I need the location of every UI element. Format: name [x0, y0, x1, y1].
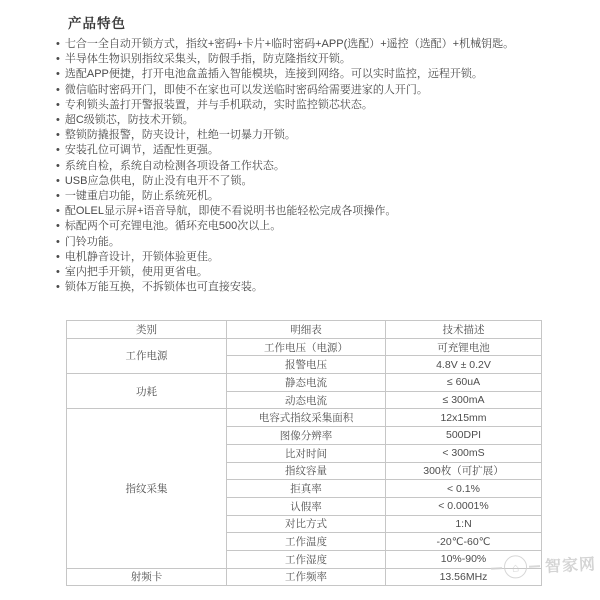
value-cell: 4.8V ± 0.2V	[386, 356, 542, 374]
detail-cell: 工作湿度	[227, 550, 386, 568]
feature-item: • 专利锁头盖打开警报装置，并与手机联动，实时监控锁芯状态。	[56, 98, 596, 113]
header-detail: 明细表	[227, 321, 386, 339]
detail-cell: 工作频率	[227, 568, 386, 586]
detail-cell: 比对时间	[227, 444, 386, 462]
detail-cell: 动态电流	[227, 391, 386, 409]
value-cell: 12x15mm	[386, 409, 542, 427]
table-row	[67, 568, 542, 586]
feature-item: • 标配两个可充锂电池。循环充电500次以上。	[56, 219, 596, 234]
value-cell: 500DPI	[386, 427, 542, 445]
feature-item: • 室内把手开锁，使用更省电。	[56, 265, 596, 280]
feature-item: • 半导体生物识别指纹采集头，防假手指，防克隆指纹开锁。	[56, 52, 596, 67]
feature-item: • 整锁防撬报警，防夹设计，杜绝一切暴力开锁。	[56, 128, 596, 143]
detail-cell: 对比方式	[227, 515, 386, 533]
detail-cell: 拒真率	[227, 480, 386, 498]
header-category: 类别	[67, 321, 227, 339]
detail-cell: 静态电流	[227, 374, 386, 392]
feature-item: • 微信临时密码开门，即使不在家也可以发送临时密码给需要进家的人开门。	[56, 83, 596, 98]
value-cell: -20℃-60℃	[386, 533, 542, 551]
feature-item: • 七合一全自动开锁方式，指纹+密码+卡片+临时密码+APP(选配）+遥控（选配）+机械钥匙。	[56, 37, 596, 52]
table-row	[67, 374, 542, 392]
feature-item: • 门铃功能。	[56, 235, 596, 250]
detail-cell: 工作电压（电源）	[227, 338, 386, 356]
value-cell: < 0.1%	[386, 480, 542, 498]
category-cell: 指纹采集	[67, 409, 227, 568]
detail-cell: 认假率	[227, 497, 386, 515]
detail-cell: 报警电压	[227, 356, 386, 374]
value-cell: 可充锂电池	[386, 338, 542, 356]
feature-item: • 系统自检，系统自动检测各项设备工作状态。	[56, 159, 596, 174]
value-cell: ≤ 300mA	[386, 391, 542, 409]
feature-item: • 安装孔位可调节，适配性更强。	[56, 143, 596, 158]
detail-cell: 指纹容量	[227, 462, 386, 480]
table-row	[67, 338, 542, 356]
feature-item: • 超C级锁芯，防技术开锁。	[56, 113, 596, 128]
value-cell: 13.56MHz	[386, 568, 542, 586]
house-logo-icon: ⌂	[503, 555, 527, 579]
feature-item: • 电机静音设计，开锁体验更佳。	[56, 250, 596, 265]
table-header-row	[67, 321, 542, 339]
feature-item: • 选配APP便捷，打开电池盒盖插入智能模块，连接到网络。可以实时监控，远程开锁。	[56, 67, 596, 82]
category-cell: 工作电源	[67, 338, 227, 373]
feature-item: • 配OLEL显示屏+语音导航，即使不看说明书也能轻松完成各项操作。	[56, 204, 596, 219]
feature-item: • 一键重启功能，防止系统死机。	[56, 189, 596, 204]
table-row	[67, 409, 542, 427]
value-cell: < 300mS	[386, 444, 542, 462]
feature-item: • 锁体万能互换，不拆锁体也可直接安装。	[56, 280, 596, 295]
spec-table	[66, 320, 542, 586]
value-cell: 10%-90%	[386, 550, 542, 568]
value-cell: < 0.0001%	[386, 497, 542, 515]
value-cell: ≤ 60uA	[386, 374, 542, 392]
detail-cell: 图像分辨率	[227, 427, 386, 445]
detail-cell: 电容式指纹采集面积	[227, 409, 386, 427]
page-title: 产品特色	[68, 16, 126, 31]
watermark-text: 智家网	[544, 556, 597, 576]
category-cell: 射频卡	[67, 568, 227, 586]
category-cell: 功耗	[67, 374, 227, 409]
detail-cell: 工作温度	[227, 533, 386, 551]
value-cell: 300枚（可扩展）	[386, 462, 542, 480]
feature-list	[56, 37, 596, 295]
feature-item: • USB应急供电，防止没有电开不了锁。	[56, 174, 596, 189]
header-tech-desc: 技术描述	[386, 321, 542, 339]
value-cell: 1:N	[386, 515, 542, 533]
